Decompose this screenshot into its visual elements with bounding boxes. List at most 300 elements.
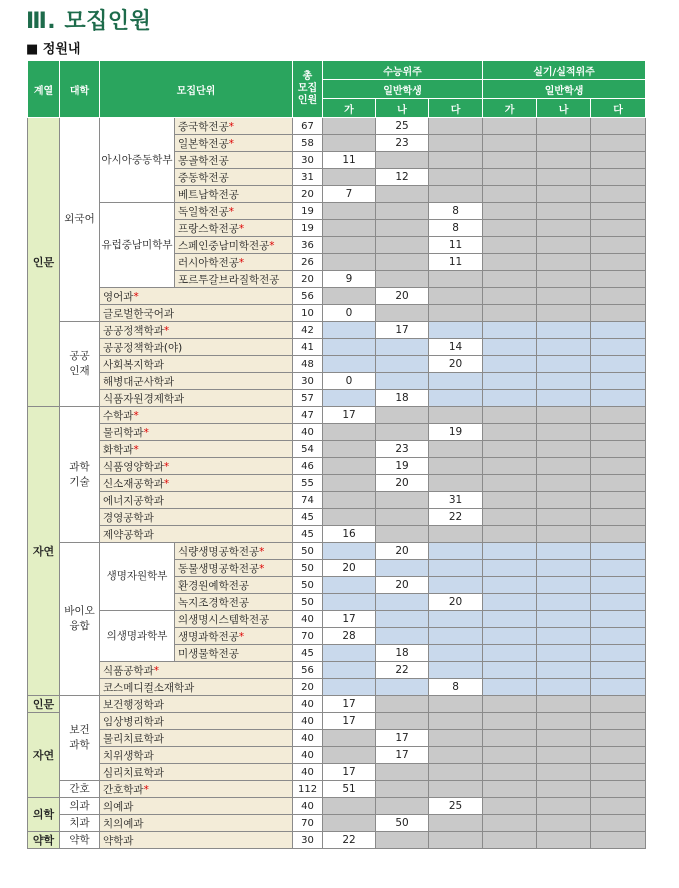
- suneung-da-cell: 19: [429, 424, 483, 441]
- suneung-ga-cell: [323, 135, 376, 152]
- silgi-na-cell: [537, 713, 591, 730]
- silgi-ga-cell: [483, 560, 537, 577]
- capacity-cell: 47: [293, 407, 323, 424]
- suneung-ga-cell: [323, 798, 376, 815]
- header-ga-2: 가: [483, 99, 537, 118]
- star-mark: *: [238, 630, 245, 643]
- silgi-na-cell: [537, 441, 591, 458]
- unit-name: [100, 492, 293, 509]
- table-row: [28, 305, 646, 322]
- header-suneung: 수능위주: [323, 61, 483, 80]
- suneung-ga-cell: [323, 577, 376, 594]
- silgi-ga-cell: [483, 492, 537, 509]
- silgi-da-cell: [591, 305, 646, 322]
- table-row: [28, 781, 646, 798]
- silgi-da-cell: [591, 288, 646, 305]
- suneung-da-cell: 8: [429, 679, 483, 696]
- capacity-cell: 50: [293, 577, 323, 594]
- silgi-na-cell: [537, 815, 591, 832]
- suneung-na-cell: 18: [376, 390, 429, 407]
- capacity-cell: 36: [293, 237, 323, 254]
- suneung-na-cell: [376, 271, 429, 288]
- suneung-na-cell: 17: [376, 322, 429, 339]
- unit-label: 일본학전공: [178, 137, 229, 150]
- silgi-da-cell: [591, 407, 646, 424]
- suneung-ga-cell: [323, 237, 376, 254]
- college-sci: 과학 기술: [60, 407, 100, 543]
- silgi-ga-cell: [483, 815, 537, 832]
- suneung-ga-cell: [323, 679, 376, 696]
- unit-name: [100, 475, 293, 492]
- suneung-da-cell: [429, 135, 483, 152]
- suneung-ga-cell: [323, 594, 376, 611]
- unit-name: [175, 628, 293, 645]
- suneung-na-cell: 22: [376, 662, 429, 679]
- silgi-na-cell: [537, 458, 591, 475]
- dept-europe: 유럽중남미학부: [100, 203, 175, 288]
- section-title: ■ 정원내: [26, 42, 81, 57]
- unit-label: 독일학전공: [178, 205, 229, 218]
- suneung-da-cell: [429, 288, 483, 305]
- capacity-cell: 70: [293, 628, 323, 645]
- unit-label: 글로벌한국어과: [103, 307, 175, 320]
- capacity-cell: 67: [293, 118, 323, 135]
- suneung-ga-cell: [323, 356, 376, 373]
- suneung-na-cell: [376, 254, 429, 271]
- unit-name: [100, 322, 293, 339]
- field-jayeon-2: 자연: [28, 713, 60, 798]
- unit-label: 식품영양학과: [103, 460, 164, 473]
- field-inmun-2: 인문: [28, 696, 60, 713]
- suneung-ga-cell: [323, 441, 376, 458]
- college-nursing: 간호: [60, 781, 100, 798]
- suneung-ga-cell: [323, 815, 376, 832]
- table-row: [28, 339, 646, 356]
- table-row: [28, 458, 646, 475]
- unit-name: [100, 662, 293, 679]
- suneung-da-cell: 11: [429, 237, 483, 254]
- unit-label: 베트남학전공: [178, 188, 239, 201]
- suneung-da-cell: [429, 747, 483, 764]
- table-row: [28, 747, 646, 764]
- suneung-ga-cell: [323, 118, 376, 135]
- header-unit: 모집단위: [100, 61, 293, 118]
- silgi-na-cell: [537, 594, 591, 611]
- silgi-na-cell: [537, 543, 591, 560]
- table-row: [28, 509, 646, 526]
- capacity-cell: 70: [293, 815, 323, 832]
- suneung-da-cell: 25: [429, 798, 483, 815]
- suneung-na-cell: [376, 509, 429, 526]
- suneung-da-cell: [429, 560, 483, 577]
- silgi-da-cell: [591, 339, 646, 356]
- silgi-da-cell: [591, 611, 646, 628]
- dept-asia: 아시아중동학부: [100, 118, 175, 203]
- unit-name: [100, 832, 293, 849]
- silgi-na-cell: [537, 186, 591, 203]
- suneung-da-cell: [429, 407, 483, 424]
- suneung-ga-cell: [323, 203, 376, 220]
- silgi-da-cell: [591, 220, 646, 237]
- capacity-cell: 19: [293, 220, 323, 237]
- suneung-na-cell: [376, 220, 429, 237]
- suneung-na-cell: 23: [376, 135, 429, 152]
- unit-name: [100, 305, 293, 322]
- silgi-ga-cell: [483, 186, 537, 203]
- capacity-cell: 20: [293, 186, 323, 203]
- unit-name: [100, 696, 293, 713]
- suneung-na-cell: [376, 832, 429, 849]
- header-da-1: 다: [429, 99, 483, 118]
- unit-label: 임상병리학과: [103, 715, 164, 728]
- star-mark: *: [228, 137, 234, 150]
- suneung-ga-cell: 20: [323, 560, 376, 577]
- suneung-ga-cell: 11: [323, 152, 376, 169]
- capacity-cell: 56: [293, 662, 323, 679]
- unit-label: 동물생명공학전공: [178, 562, 260, 575]
- star-mark: *: [163, 477, 170, 490]
- star-mark: *: [228, 120, 234, 133]
- college-bio: 바이오 융합: [60, 543, 100, 696]
- capacity-cell: 57: [293, 390, 323, 407]
- suneung-da-cell: [429, 373, 483, 390]
- unit-name: [175, 560, 293, 577]
- unit-name: [100, 339, 293, 356]
- silgi-da-cell: [591, 458, 646, 475]
- capacity-cell: 45: [293, 526, 323, 543]
- header-da-2: 다: [591, 99, 646, 118]
- unit-name: [100, 356, 293, 373]
- table-row: [28, 662, 646, 679]
- unit-label: 수학과: [103, 409, 134, 422]
- header-capacity: 총 모집 인원: [293, 61, 323, 118]
- silgi-ga-cell: [483, 203, 537, 220]
- silgi-da-cell: [591, 169, 646, 186]
- silgi-da-cell: [591, 577, 646, 594]
- star-mark: *: [228, 205, 234, 218]
- suneung-na-cell: [376, 373, 429, 390]
- table-row: [28, 475, 646, 492]
- silgi-da-cell: [591, 203, 646, 220]
- silgi-na-cell: [537, 271, 591, 288]
- table-row: [28, 424, 646, 441]
- capacity-cell: 48: [293, 356, 323, 373]
- capacity-cell: 20: [293, 679, 323, 696]
- suneung-ga-cell: [323, 645, 376, 662]
- unit-label: 간호학과: [103, 783, 144, 796]
- silgi-na-cell: [537, 254, 591, 271]
- suneung-na-cell: [376, 526, 429, 543]
- silgi-ga-cell: [483, 730, 537, 747]
- capacity-cell: 42: [293, 322, 323, 339]
- suneung-na-cell: [376, 339, 429, 356]
- suneung-na-cell: [376, 186, 429, 203]
- college-foreign: 외국어: [60, 118, 100, 322]
- silgi-na-cell: [537, 339, 591, 356]
- capacity-cell: 45: [293, 509, 323, 526]
- silgi-ga-cell: [483, 747, 537, 764]
- star-mark: *: [238, 256, 245, 269]
- capacity-cell: 54: [293, 441, 323, 458]
- silgi-ga-cell: [483, 118, 537, 135]
- capacity-cell: 40: [293, 713, 323, 730]
- suneung-ga-cell: [323, 475, 376, 492]
- capacity-cell: 40: [293, 424, 323, 441]
- silgi-da-cell: [591, 254, 646, 271]
- suneung-ga-cell: 17: [323, 713, 376, 730]
- capacity-cell: 30: [293, 373, 323, 390]
- suneung-na-cell: [376, 713, 429, 730]
- suneung-ga-cell: [323, 747, 376, 764]
- silgi-ga-cell: [483, 356, 537, 373]
- unit-label: 프랑스학전공: [178, 222, 239, 235]
- unit-name: [175, 237, 293, 254]
- silgi-na-cell: [537, 730, 591, 747]
- suneung-ga-cell: 16: [323, 526, 376, 543]
- suneung-na-cell: [376, 152, 429, 169]
- silgi-ga-cell: [483, 594, 537, 611]
- table-row: [28, 832, 646, 849]
- unit-name: [175, 152, 293, 169]
- unit-name: [175, 254, 293, 271]
- silgi-da-cell: [591, 492, 646, 509]
- table-row: [28, 679, 646, 696]
- unit-name: [100, 526, 293, 543]
- table-row: [28, 798, 646, 815]
- unit-name: [100, 373, 293, 390]
- suneung-da-cell: [429, 543, 483, 560]
- table-row: [28, 543, 646, 560]
- suneung-ga-cell: [323, 662, 376, 679]
- silgi-ga-cell: [483, 441, 537, 458]
- suneung-ga-cell: [323, 169, 376, 186]
- silgi-ga-cell: [483, 152, 537, 169]
- silgi-da-cell: [591, 747, 646, 764]
- star-mark: *: [163, 324, 170, 337]
- silgi-na-cell: [537, 526, 591, 543]
- header-general-2: 일반학생: [483, 80, 646, 99]
- suneung-ga-cell: 17: [323, 696, 376, 713]
- unit-label: 에너지공학과: [103, 494, 164, 507]
- table-row: [28, 764, 646, 781]
- suneung-da-cell: [429, 390, 483, 407]
- capacity-cell: 56: [293, 288, 323, 305]
- table-row: [28, 492, 646, 509]
- capacity-cell: 50: [293, 560, 323, 577]
- capacity-cell: 45: [293, 645, 323, 662]
- table-row: [28, 441, 646, 458]
- suneung-da-cell: [429, 526, 483, 543]
- suneung-da-cell: 8: [429, 203, 483, 220]
- suneung-ga-cell: [323, 509, 376, 526]
- star-mark: *: [133, 409, 139, 422]
- silgi-da-cell: [591, 475, 646, 492]
- suneung-da-cell: [429, 611, 483, 628]
- recruitment-table: [27, 60, 646, 849]
- suneung-ga-cell: [323, 543, 376, 560]
- silgi-da-cell: [591, 152, 646, 169]
- silgi-ga-cell: [483, 373, 537, 390]
- capacity-cell: 30: [293, 152, 323, 169]
- unit-label: 공공정책학과(야): [103, 341, 183, 354]
- suneung-da-cell: 20: [429, 594, 483, 611]
- suneung-da-cell: 11: [429, 254, 483, 271]
- silgi-na-cell: [537, 424, 591, 441]
- silgi-ga-cell: [483, 169, 537, 186]
- field-uihak: 의학: [28, 798, 60, 832]
- suneung-na-cell: [376, 237, 429, 254]
- suneung-na-cell: [376, 356, 429, 373]
- suneung-na-cell: 18: [376, 645, 429, 662]
- header-na-2: 나: [537, 99, 591, 118]
- suneung-na-cell: 17: [376, 747, 429, 764]
- unit-name: [100, 458, 293, 475]
- star-mark: *: [133, 443, 139, 456]
- unit-name: [100, 288, 293, 305]
- suneung-ga-cell: 17: [323, 764, 376, 781]
- suneung-na-cell: 19: [376, 458, 429, 475]
- silgi-ga-cell: [483, 237, 537, 254]
- silgi-da-cell: [591, 356, 646, 373]
- table-row: [28, 356, 646, 373]
- silgi-da-cell: [591, 118, 646, 135]
- suneung-na-cell: 17: [376, 730, 429, 747]
- table-row: [28, 118, 646, 135]
- silgi-na-cell: [537, 509, 591, 526]
- capacity-cell: 41: [293, 339, 323, 356]
- silgi-ga-cell: [483, 645, 537, 662]
- table-row: [28, 815, 646, 832]
- unit-name: [100, 764, 293, 781]
- table-row: [28, 203, 646, 220]
- table-row: [28, 407, 646, 424]
- header-na-1: 나: [376, 99, 429, 118]
- silgi-da-cell: [591, 645, 646, 662]
- silgi-ga-cell: [483, 543, 537, 560]
- unit-name: [100, 747, 293, 764]
- silgi-ga-cell: [483, 611, 537, 628]
- suneung-da-cell: [429, 628, 483, 645]
- unit-name: [100, 713, 293, 730]
- table-row: [28, 526, 646, 543]
- unit-label: 생명과학전공: [178, 630, 239, 643]
- suneung-na-cell: [376, 560, 429, 577]
- dept-life: 생명자원학부: [100, 543, 175, 611]
- suneung-ga-cell: 17: [323, 611, 376, 628]
- unit-label: 스페인중남미학전공: [178, 239, 270, 252]
- silgi-na-cell: [537, 203, 591, 220]
- silgi-na-cell: [537, 407, 591, 424]
- table-row: [28, 713, 646, 730]
- unit-name: [100, 441, 293, 458]
- silgi-da-cell: [591, 696, 646, 713]
- unit-name: [100, 407, 293, 424]
- capacity-cell: 40: [293, 696, 323, 713]
- silgi-da-cell: [591, 764, 646, 781]
- suneung-ga-cell: [323, 220, 376, 237]
- suneung-da-cell: [429, 696, 483, 713]
- silgi-na-cell: [537, 220, 591, 237]
- silgi-ga-cell: [483, 832, 537, 849]
- unit-label: 녹지조경학전공: [178, 596, 250, 609]
- star-mark: *: [238, 222, 245, 235]
- suneung-na-cell: [376, 798, 429, 815]
- suneung-na-cell: 20: [376, 577, 429, 594]
- unit-label: 식량생명공학전공: [178, 545, 260, 558]
- silgi-da-cell: [591, 713, 646, 730]
- suneung-da-cell: [429, 475, 483, 492]
- suneung-da-cell: [429, 441, 483, 458]
- suneung-ga-cell: 7: [323, 186, 376, 203]
- suneung-ga-cell: 0: [323, 373, 376, 390]
- unit-label: 의예과: [103, 800, 134, 813]
- unit-label: 사회복지학과: [103, 358, 164, 371]
- unit-label: 경영공학과: [103, 511, 154, 524]
- silgi-na-cell: [537, 560, 591, 577]
- suneung-ga-cell: [323, 424, 376, 441]
- unit-label: 물리학과: [103, 426, 144, 439]
- suneung-na-cell: 20: [376, 543, 429, 560]
- suneung-ga-cell: [323, 288, 376, 305]
- suneung-da-cell: [429, 305, 483, 322]
- suneung-da-cell: [429, 152, 483, 169]
- silgi-na-cell: [537, 492, 591, 509]
- silgi-da-cell: [591, 509, 646, 526]
- suneung-na-cell: 20: [376, 475, 429, 492]
- table-row: [28, 730, 646, 747]
- capacity-cell: 10: [293, 305, 323, 322]
- unit-name: [175, 577, 293, 594]
- unit-name: [175, 186, 293, 203]
- unit-name: [175, 543, 293, 560]
- silgi-da-cell: [591, 237, 646, 254]
- silgi-ga-cell: [483, 271, 537, 288]
- suneung-na-cell: 12: [376, 169, 429, 186]
- suneung-na-cell: 50: [376, 815, 429, 832]
- suneung-ga-cell: [323, 492, 376, 509]
- college-pharm: 약학: [60, 832, 100, 849]
- capacity-cell: 19: [293, 203, 323, 220]
- star-mark: *: [259, 545, 265, 558]
- suneung-da-cell: 8: [429, 220, 483, 237]
- capacity-cell: 40: [293, 747, 323, 764]
- header-silgi: 실기/실적위주: [483, 61, 646, 80]
- suneung-ga-cell: 51: [323, 781, 376, 798]
- unit-label: 환경원예학전공: [178, 579, 250, 592]
- silgi-ga-cell: [483, 339, 537, 356]
- silgi-da-cell: [591, 662, 646, 679]
- silgi-na-cell: [537, 356, 591, 373]
- silgi-ga-cell: [483, 458, 537, 475]
- silgi-ga-cell: [483, 475, 537, 492]
- silgi-da-cell: [591, 441, 646, 458]
- unit-name: [175, 220, 293, 237]
- header-field: 계열: [28, 61, 60, 118]
- capacity-cell: 40: [293, 764, 323, 781]
- silgi-na-cell: [537, 475, 591, 492]
- unit-label: 식품공학과: [103, 664, 154, 677]
- silgi-da-cell: [591, 526, 646, 543]
- silgi-na-cell: [537, 781, 591, 798]
- unit-name: [100, 798, 293, 815]
- unit-label: 미생물학전공: [178, 647, 239, 660]
- unit-name: [100, 781, 293, 798]
- unit-label: 약학과: [103, 834, 134, 847]
- college-med: 의과: [60, 798, 100, 815]
- unit-label: 치의예과: [103, 817, 144, 830]
- capacity-cell: 55: [293, 475, 323, 492]
- unit-label: 해병대군사학과: [103, 375, 175, 388]
